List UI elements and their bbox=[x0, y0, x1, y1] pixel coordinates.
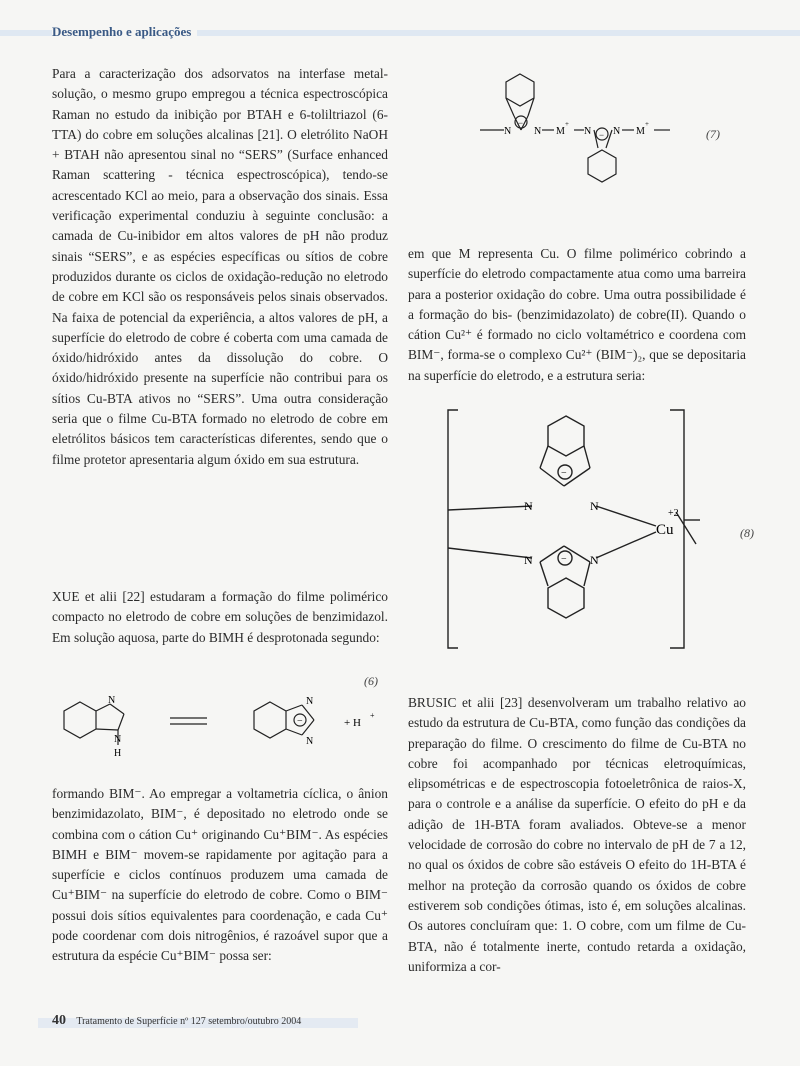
equation-m-label: M bbox=[636, 126, 645, 137]
footer bbox=[52, 1013, 301, 1029]
column-right-paragraph-1 bbox=[408, 244, 746, 386]
equation-n-label: N bbox=[504, 126, 512, 137]
equation-8-diagram bbox=[444, 410, 724, 650]
equation-number-8: (8) bbox=[740, 526, 754, 540]
equation-plus-sign: + bbox=[565, 120, 569, 128]
equation-n-label: N bbox=[584, 126, 592, 137]
page-number: 40 bbox=[52, 1013, 66, 1028]
paragraph: BRUSIC et alii [23] desenvolveram um trabalho relativo ao estudo da estrutura de Cu-BTA, como função das condições da preparação do filme. O crescimento do filme de Cu-BTA no cobre foi acompanhado por técnicas eletroquímicas, elipsométricas e de espectroscopia fotoeletrônica de raios-X, para o controle e a análise da superfície. O efeito do pH e da adição de 1H-BTA foram avaliados. Obteve-se a menor velocidade de corrosão do cobre no intervalo de pH de 7 a 12, no qual os óxidos de cobre são estáveis O efeito do 1H-BTA é melhor na proteção da corrosão quando os óxidos de cobre estiverem sob condições ótimas, isto é, em soluções alcalinas. Os autores concluíram que: 1. O cobre, com um filme de Cu-BTA, não é totalmente inerte, contudo retarda a oxidação, uniformiza a cor- bbox=[408, 695, 746, 974]
paragraph: formando BIM⁻. Ao empregar a voltametria cíclica, o ânion benzimidazolato, BIM⁻, é depositado no eletrodo onde se combina com o cátion Cu⁺ originando Cu⁺BIM⁻. As espécies BIMH e BIM⁻ movem-se rapidamente por agitação para a superfície e ciclos contínuos produzem uma camada de Cu⁺BIM⁻ na superfície do eletrodo de cobre. Como o BIM⁻ possui dois sítios equivalentes para coordenação, e cada Cu⁺ pode coordenar com dois nitrogênios, é razoável supor que a estrutura da espécie Cu⁺BIM⁻ possa ser: bbox=[52, 786, 388, 964]
section-title: Desempenho e aplicações bbox=[52, 24, 197, 40]
equation-n-label: N bbox=[108, 695, 116, 706]
equation-plus-sign: + bbox=[370, 711, 375, 720]
equation-minus-sign: − bbox=[561, 468, 567, 479]
equation-n-label: N bbox=[590, 499, 599, 513]
equation-cu-label: Cu bbox=[656, 522, 674, 538]
equation-minus-sign: − bbox=[561, 554, 567, 565]
column-left-paragraph-3 bbox=[52, 784, 388, 967]
equation-minus-sign: − bbox=[518, 118, 524, 128]
equation-n-label: N bbox=[114, 734, 122, 745]
equation-minus-sign: − bbox=[599, 130, 605, 140]
equation-number-6: (6) bbox=[364, 674, 378, 688]
equation-n-label: N bbox=[524, 553, 533, 567]
equation-number-7: (7) bbox=[706, 127, 720, 141]
equation-h-label: H bbox=[114, 748, 122, 759]
column-right-paragraph-2 bbox=[408, 693, 746, 977]
equation-m-label: M bbox=[556, 126, 565, 137]
equation-minus-sign: − bbox=[297, 716, 303, 727]
equation-plus-sign: + bbox=[645, 120, 649, 128]
equation-7-diagram bbox=[476, 68, 706, 198]
journal-info: Tratamento de Superfície nº 127 setembro/outubro 2004 bbox=[76, 1016, 302, 1027]
equation-charge-label: +2 bbox=[668, 508, 679, 519]
equation-n-label: N bbox=[306, 696, 314, 707]
equation-n-label: N bbox=[590, 553, 599, 567]
equation-n-label: N bbox=[524, 499, 533, 513]
column-left-paragraph-1 bbox=[52, 64, 388, 470]
column-left-paragraph-2 bbox=[52, 587, 388, 648]
paragraph: em que M representa Cu. O filme polimérico cobrindo a superfície do eletrodo compactamente atua como uma barreira para a posterior oxidação do cobre. Uma outra possibilidade é a formação do bis- (benzimidazolato) de cobre(II). Quando o cátion Cu²⁺ é formado no ciclo voltamétrico e coordena com BIM⁻, forma-se o complexo Cu²⁺ (BIM⁻)₂, que se depositaria na superfície do eletrodo, e a estrutura seria: bbox=[408, 246, 746, 383]
equation-n-label: N bbox=[306, 736, 314, 747]
equation-n-label: N bbox=[613, 126, 621, 137]
paragraph: XUE et alii [22] estudaram a formação do filme polimérico compacto no eletrodo de cobre em soluções de benzimidazol. Em solução aquosa, parte do BIMH é desprotonada segundo: bbox=[52, 589, 388, 645]
paragraph: Para a caracterização dos adsorvatos na interfase metal-solução, o mesmo grupo empregou a técnica espectroscópica Raman no estudo da inibição por BTAH e 6-toliltriazol (6-TTA) do cobre em soluções alcalinas [21]. O eletrólito NaOH + BTAH não apresentou sinal no “SERS” (Surface enhanced Raman scattering - técnica espectroscópica), tendo-se acrescentado KCl ao meio, para a observação dos sinais. Essa verificação experimental conduziu à seguinte conclusão: a camada de Cu-inibidor em altos valores de pH não produz sinais “SERS”, e as espécies específicas ou sítios de cobre produzidos durante os ciclos de oxidação-redução no eletrodo de cobre em KCl são os responsáveis pelos sinais observados. Na faixa de potencial da experiência, a altos valores de pH, a superfície do eletrodo de cobre é coberta com uma camada de óxido/hidróxido antes da dissolução do cobre. O óxido/hidróxido presente na superfície não contribui para os sítios Cu-BTA ativos no “SERS”. Uma outra consideração seria que o filme Cu-BTA formado no eletrodo de cobre em eletrólitos básicos tem características diferentes, sendo que o filme protetor apresentaria algum óxido em sua estrutura. bbox=[52, 66, 388, 467]
equation-6-diagram bbox=[52, 690, 392, 770]
equation-plus-h-label: + H bbox=[344, 717, 361, 729]
equation-n-label: N bbox=[534, 126, 542, 137]
